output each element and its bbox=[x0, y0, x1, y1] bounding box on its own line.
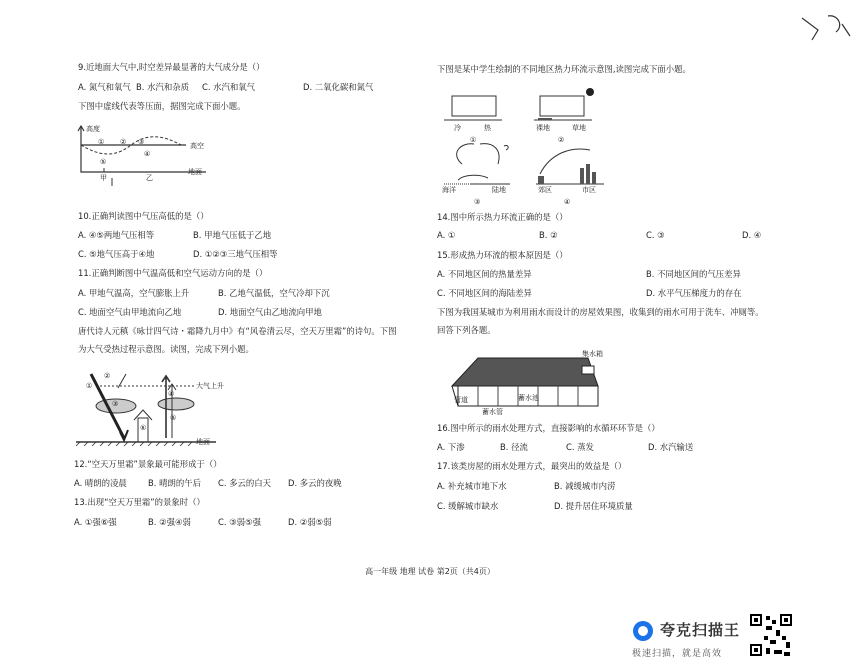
rainwater-intro-1: 下图为我国某城市为利用雨水而设计的房屋效果图，收集到的雨水可用于洗车、冲厕等。 bbox=[437, 307, 764, 317]
ground-label-2: 地面 bbox=[196, 438, 210, 446]
poem-intro-2: 为大气受热过程示意图。读图，完成下列小题。 bbox=[78, 344, 254, 354]
q17-stem: 17.该类房屋的雨水处理方式，最突出的效益是（） bbox=[437, 461, 627, 471]
rainwater-house-diagram bbox=[448, 346, 608, 416]
q13-option-d: D. ②弱⑤弱 bbox=[288, 517, 332, 527]
q17-option-d: D. 提升居住环境质量 bbox=[554, 501, 633, 511]
q12-stem: 12.“空天万里霜”景象最可能形成于（） bbox=[74, 459, 222, 469]
q14-stem: 14.图中所示热力环流正确的是（） bbox=[437, 212, 568, 222]
q11-stem: 11.正确判断图中气温高低和空气运动方向的是（） bbox=[78, 268, 268, 278]
high-label: 高空 bbox=[190, 142, 204, 150]
q9-option-a: A. 氮气和氧气 bbox=[78, 82, 131, 92]
q17-option-a: A. 补充城市地下水 bbox=[437, 481, 507, 491]
q9-option-c: C. 水汽和氧气 bbox=[202, 82, 256, 92]
heat-6: ⑥ bbox=[140, 424, 147, 432]
thermal-circulation-diagram bbox=[440, 84, 640, 204]
q14-option-b: B. ② bbox=[539, 230, 558, 240]
q12-option-a: A. 晴朗的凌晨 bbox=[74, 478, 127, 488]
q12-option-d: D. 多云的夜晚 bbox=[288, 478, 342, 488]
q10-option-b: B. 甲地气压低于乙地 bbox=[193, 230, 272, 240]
qr-code-icon bbox=[748, 612, 794, 658]
q11-option-a: A. 甲地气温高，空气膨胀上升 bbox=[78, 288, 190, 298]
q10-option-c: C. ⑤地气压高于④地 bbox=[78, 249, 155, 259]
q9-option-b: B. 水汽和杂质 bbox=[136, 82, 189, 92]
q16-option-a: A. 下渗 bbox=[437, 442, 465, 452]
q15-option-a: A. 不同地区间的热量差异 bbox=[437, 269, 532, 279]
q14-option-a: A. ① bbox=[437, 230, 456, 240]
point-2: ② bbox=[120, 138, 127, 146]
scanner-slogan: 极速扫描，就是高效 bbox=[632, 649, 723, 659]
intro-isobar: 下图中虚线代表等压面，据图完成下面小题。 bbox=[78, 101, 246, 111]
q10-option-d: D. ①②③三地气压相等 bbox=[193, 249, 278, 259]
corner-scribble-icon bbox=[798, 10, 856, 50]
page-footer: 高一年级 地理 试卷 第2页（共4页） bbox=[365, 567, 495, 576]
scanner-brand: 夸克扫描王 bbox=[660, 621, 741, 639]
height-axis-label: 高度 bbox=[86, 125, 100, 133]
bare-label: 裸地 bbox=[536, 124, 550, 132]
air-rise-label: 大气上升 bbox=[196, 382, 224, 390]
isobar-diagram bbox=[76, 122, 236, 182]
q15-option-c: C. 不同地区间的海陆差异 bbox=[437, 288, 532, 298]
heat-5: ⑤ bbox=[170, 414, 177, 422]
cold-label: 冷 bbox=[454, 124, 461, 132]
q13-stem: 13.出现“空天万里霜”的景象时（） bbox=[74, 497, 205, 507]
q16-option-b: B. 径流 bbox=[500, 442, 528, 452]
q17-option-c: C. 缓解城市缺水 bbox=[437, 501, 499, 511]
point-5: ⑤ bbox=[100, 158, 107, 166]
q12-option-b: B. 晴朗的午后 bbox=[148, 478, 201, 488]
q10-option-a: A. ④⑤两地气压相等 bbox=[78, 230, 155, 240]
ocean-label: 海洋 bbox=[442, 186, 456, 194]
heat-1: ① bbox=[86, 382, 93, 390]
pool-label: 蓄水池 bbox=[518, 394, 539, 402]
q11-option-c: C. 地面空气由甲地流向乙地 bbox=[78, 307, 182, 317]
q11-option-b: B. 乙地气温低，空气冷却下沉 bbox=[218, 288, 330, 298]
city-label: 市区 bbox=[582, 186, 596, 194]
pipe-label: 管道 bbox=[454, 396, 468, 404]
poem-intro-1: 唐代诗人元稹《咏廿四气诗・霜降九月中》有“风卷清云尽，空天万里霜”的诗句。下图 bbox=[78, 326, 397, 336]
hot-label: 热 bbox=[484, 124, 491, 132]
point-1: ① bbox=[98, 138, 105, 146]
q16-option-c: C. 蒸发 bbox=[566, 442, 594, 452]
q14-option-d: D. ④ bbox=[742, 230, 762, 240]
q12-option-c: C. 多云的白天 bbox=[218, 478, 272, 488]
q9-stem: 9.近地面大气中,时空差异最显著的大气成分是（） bbox=[78, 62, 265, 72]
q9-option-d: D. 二氧化碳和氮气 bbox=[303, 82, 374, 92]
fig-3: ③ bbox=[474, 198, 481, 206]
q15-option-b: B. 不同地区间的气压差异 bbox=[646, 269, 741, 279]
q10-stem: 10.正确判读图中气压高低的是（） bbox=[78, 211, 209, 221]
atmosphere-heating-diagram bbox=[76, 366, 226, 451]
q15-option-d: D. 水平气压梯度力的存在 bbox=[646, 288, 742, 298]
heat-2: ② bbox=[104, 372, 111, 380]
rainwater-intro-2: 回答下列各题。 bbox=[437, 325, 496, 335]
scanner-logo-icon bbox=[632, 620, 654, 642]
land-label: 陆地 bbox=[492, 186, 506, 194]
jia-label: 甲 bbox=[100, 174, 107, 182]
grass-label: 草地 bbox=[572, 124, 586, 132]
q17-option-b: B. 减缓城市内涝 bbox=[554, 481, 616, 491]
point-4: ④ bbox=[144, 150, 151, 158]
heat-3: ③ bbox=[112, 400, 119, 408]
q16-option-d: D. 水汽输送 bbox=[648, 442, 694, 452]
fig-1: ① bbox=[470, 136, 477, 144]
q13-option-a: A. ①强⑥强 bbox=[74, 517, 117, 527]
fig-4: ④ bbox=[564, 198, 571, 206]
tank-label: 集水箱 bbox=[582, 350, 603, 358]
q16-stem: 16.图中所示的雨水处理方式，直接影响的水循环环节是（） bbox=[437, 423, 660, 433]
heat-4: ④ bbox=[168, 390, 175, 398]
q11-option-d: D. 地面空气由乙地流向甲地 bbox=[218, 307, 322, 317]
suburb-label: 郊区 bbox=[538, 186, 552, 194]
ground-label: 地面 bbox=[188, 168, 202, 176]
q13-option-c: C. ③弱⑤强 bbox=[218, 517, 261, 527]
yi-label: 乙 bbox=[146, 174, 153, 182]
q14-option-c: C. ③ bbox=[646, 230, 665, 240]
q15-stem: 15.形成热力环流的根本原因是（） bbox=[437, 250, 568, 260]
vessel-label: 蓄水管 bbox=[482, 408, 503, 416]
q13-option-b: B. ②强④弱 bbox=[148, 517, 191, 527]
fig-2: ② bbox=[558, 136, 565, 144]
point-3: ③ bbox=[138, 138, 145, 146]
circulation-intro: 下图是某中学生绘制的不同地区热力环流示意图,读图完成下面小题。 bbox=[437, 64, 691, 74]
